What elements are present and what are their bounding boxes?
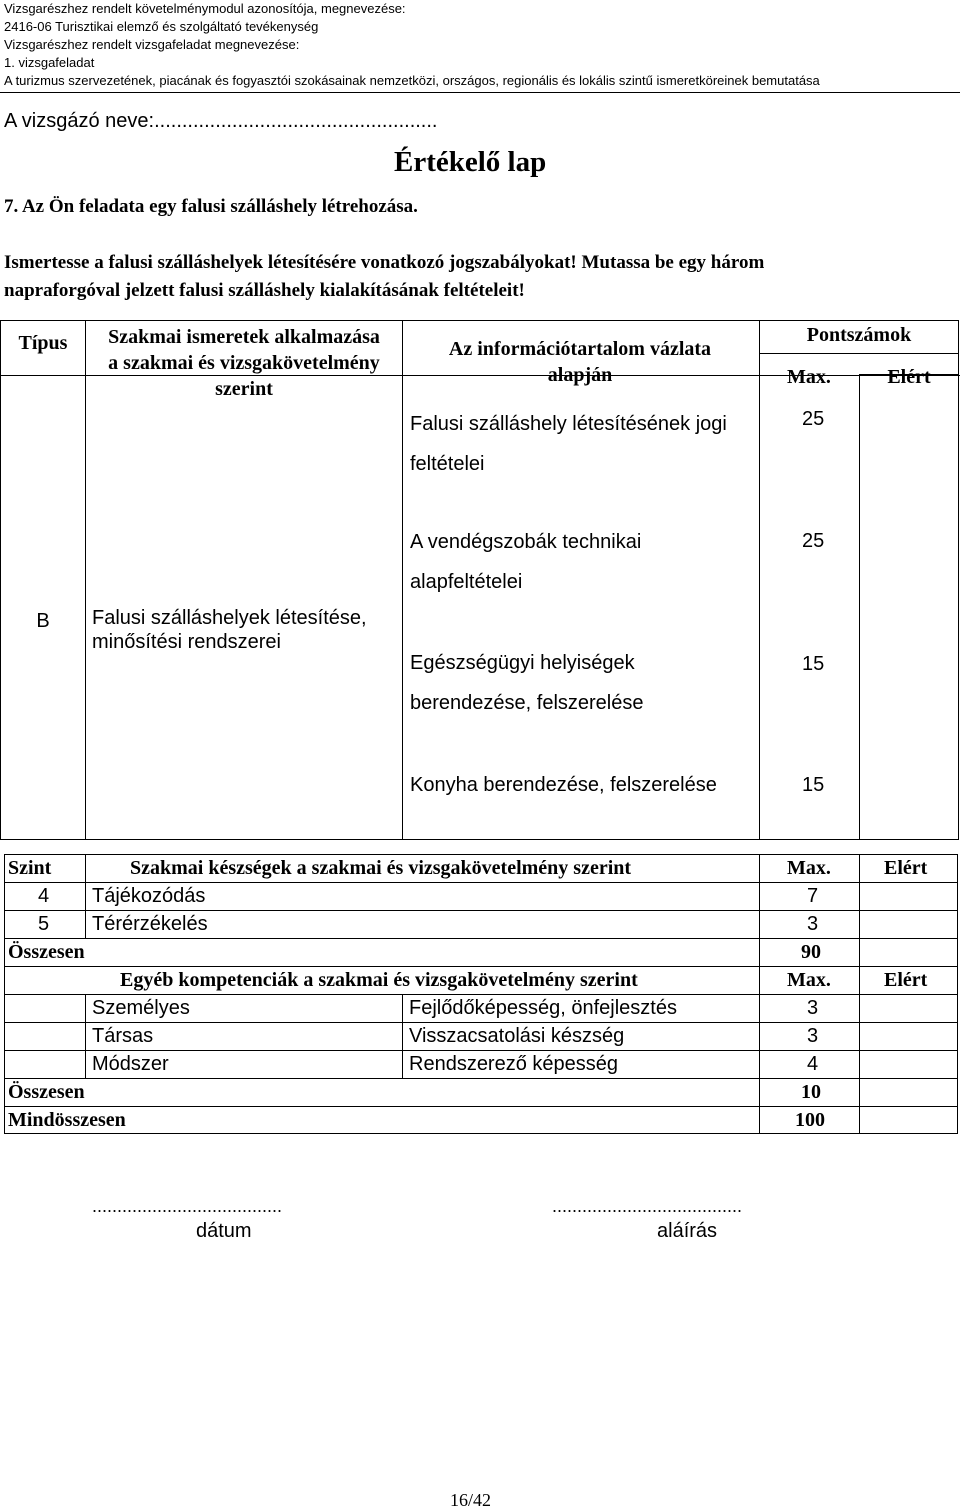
subtotal-label: Összesen bbox=[8, 941, 85, 963]
competency-name: Visszacsatolási készség bbox=[409, 1025, 625, 1047]
task-description: A turizmus szervezetének, piacának és fogyasztói szokásainak nemzetközi, országos, regionális és lokális szintű ismeretköreinek bemutatása bbox=[4, 73, 820, 88]
header-skills-title: Szakmai készségek a szakmai és vizsgakövetelmény szerint bbox=[130, 857, 632, 879]
item-2-text: A vendégszobák technikai alapfeltételei bbox=[410, 531, 642, 593]
competency-name: Fejlődőképesség, önfejlesztés bbox=[409, 997, 677, 1019]
header-elert: Elért bbox=[884, 857, 928, 879]
signature-dots: ...................................... bbox=[552, 1196, 743, 1216]
item-1-text: Falusi szálláshely létesítésének jogi feltételei bbox=[410, 413, 727, 475]
item-3-text: Egészségügyi helyiségek berendezése, felszerelése bbox=[410, 652, 644, 714]
item-3-max: 15 bbox=[802, 653, 825, 675]
header-elert: Elért bbox=[887, 366, 931, 388]
competency-name: Rendszerező képesség bbox=[409, 1053, 619, 1075]
module-id-label: Vizsgarészhez rendelt követelménymodul azonosítója, megnevezése: bbox=[4, 1, 406, 16]
header-szakmai: Szakmai ismeretek alkalmazása a szakmai és vizsgakövetelmény szerint bbox=[108, 326, 380, 400]
task-name-label: Vizsgarészhez rendelt vizsgafeladat megnevezése: bbox=[4, 37, 300, 52]
competency-category: Társas bbox=[92, 1025, 154, 1047]
item-1-max: 25 bbox=[802, 408, 825, 430]
type-value: B bbox=[36, 610, 50, 632]
competency-max: 3 bbox=[807, 1025, 819, 1047]
evaluation-table bbox=[0, 320, 960, 840]
total-value: 10 bbox=[801, 1081, 821, 1103]
item-2-max: 25 bbox=[802, 530, 825, 552]
skill-name: Tájékozódás bbox=[92, 885, 206, 907]
total-label: Összesen bbox=[8, 1081, 85, 1103]
skill-level: 5 bbox=[38, 913, 50, 935]
item-4-text: Konyha berendezése, felszerelése bbox=[410, 774, 717, 796]
subtotal-row bbox=[4, 938, 958, 966]
candidate-name-field: A vizsgázó neve:................................................... bbox=[4, 110, 438, 132]
skill-level: 4 bbox=[38, 885, 50, 907]
grand-total-row bbox=[4, 1106, 958, 1134]
competency-max: 3 bbox=[807, 997, 819, 1019]
header-max: Max. bbox=[787, 366, 831, 388]
skill-max: 3 bbox=[807, 913, 819, 935]
table-row bbox=[4, 1022, 958, 1050]
task-number: 1. vizsgafeladat bbox=[4, 55, 95, 70]
other-header-row bbox=[4, 966, 958, 994]
table-row bbox=[4, 882, 958, 910]
header-divider bbox=[0, 92, 960, 93]
table-row bbox=[4, 994, 958, 1022]
intro-line-1: Ismertesse a falusi szálláshelyek létesítésére vonatkozó jogszabályokat! Mutassa be egy három bbox=[4, 252, 765, 273]
module-name: 2416-06 Turisztikai elemző és szolgáltató tevékenység bbox=[4, 19, 319, 34]
competency-category: Személyes bbox=[92, 997, 190, 1019]
table-row bbox=[4, 1050, 958, 1078]
page-title: Értékelő lap bbox=[394, 146, 547, 178]
total-row bbox=[4, 1078, 958, 1106]
header-szint: Szint bbox=[8, 857, 52, 879]
skills-header-row bbox=[4, 854, 958, 882]
skill-max: 7 bbox=[807, 885, 819, 907]
task-statement: 7. Az Ön feladata egy falusi szálláshely létrehozása. bbox=[4, 196, 418, 217]
grand-total-label: Mindösszesen bbox=[8, 1109, 126, 1131]
topic-text: Falusi szálláshelyek létesítése, minősítési rendszerei bbox=[92, 607, 367, 653]
col-elert bbox=[859, 374, 959, 840]
skill-name: Térérzékelés bbox=[92, 913, 208, 935]
date-dots: ...................................... bbox=[92, 1196, 283, 1216]
col-tipus bbox=[0, 320, 86, 840]
competency-max: 4 bbox=[807, 1053, 819, 1075]
signature-label: aláírás bbox=[657, 1220, 718, 1242]
intro-line-2: napraforgóval jelzett falusi szálláshely kialakításának feltételeit! bbox=[4, 280, 525, 301]
competency-category: Módszer bbox=[92, 1053, 169, 1075]
header-max: Max. bbox=[787, 969, 831, 991]
header-max: Max. bbox=[787, 857, 831, 879]
header-elert: Elért bbox=[884, 969, 928, 991]
header-other-title: Egyéb kompetenciák a szakmai és vizsgakövetelmény szerint bbox=[120, 969, 638, 991]
header-info: Az információtartalom vázlata alapján bbox=[448, 338, 712, 386]
table-row bbox=[4, 910, 958, 938]
subtotal-value: 90 bbox=[801, 941, 821, 963]
grand-total-value: 100 bbox=[795, 1109, 825, 1131]
header-tipus: Típus bbox=[18, 332, 68, 354]
header-pontszamok: Pontszámok bbox=[806, 324, 912, 346]
date-label: dátum bbox=[196, 1220, 252, 1242]
page-number: 16/42 bbox=[450, 1490, 492, 1510]
item-4-max: 15 bbox=[802, 774, 825, 796]
